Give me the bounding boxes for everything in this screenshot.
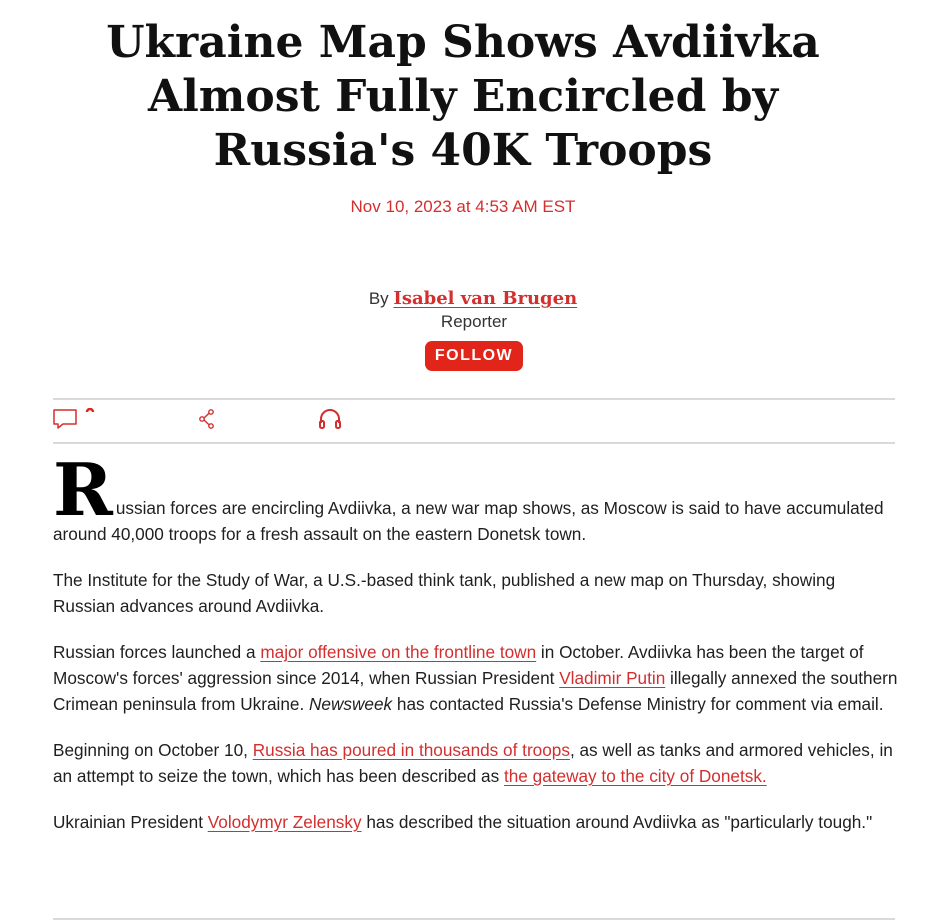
share-icon [198, 408, 216, 435]
paragraph-5 [53, 809, 898, 835]
link-vladimir-putin[interactable]: Vladimir Putin [559, 668, 666, 688]
drop-cap: R [53, 447, 113, 532]
headphones-icon [318, 408, 342, 435]
article-toolbar [53, 398, 895, 444]
link-volodymyr-zelensky[interactable]: Volodymyr Zelensky [207, 812, 362, 832]
paragraph-1-text: ussian forces are encircling Avdiivka, a new war map shows, as Moscow is said to have accumulated around 40,000 troops for a fresh assault on the eastern Donetsk town. [53, 498, 884, 544]
article-body [53, 447, 898, 855]
article-headline: Ukraine Map Shows Avdiivka Almost Fully Encircled by Russia's 40K Troops [106, 17, 820, 176]
share-button[interactable] [198, 410, 216, 432]
paragraph-2: The Institute for the Study of War, a U.S.-based think tank, published a new map on Thursday, showing Russian advances around Avdiivka. [53, 570, 836, 616]
author-link[interactable]: Isabel van Brugen [393, 288, 578, 309]
comment-icon [53, 408, 101, 435]
listen-button[interactable] [318, 410, 342, 432]
text-span: in October. Avdiivka has been the target of Moscow's forces' aggression since 2014, when Russian President [53, 642, 864, 688]
text-span: has described the situation around Avdiivka as "particularly tough." [361, 812, 873, 832]
text-span: Russian forces launched a [53, 642, 261, 662]
link-major-offensive[interactable]: major offensive on the frontline town [260, 642, 537, 662]
paragraph-4 [53, 737, 898, 789]
text-span: has contacted Russia's Defense Ministry for comment via email. [392, 694, 884, 714]
publication-name: Newsweek [309, 694, 393, 714]
text-span: illegally annexed the southern Crimean peninsula from Ukraine. [53, 668, 898, 714]
byline [0, 288, 926, 309]
link-russia-troops[interactable]: Russia has poured in thousands of troops [252, 740, 570, 760]
text-span: , as well as tanks and armored vehicles, in an attempt to seize the town, which has been described as [53, 740, 893, 786]
link-gateway-donetsk[interactable]: the gateway to the city of Donetsk. [503, 766, 767, 786]
follow-button[interactable]: FOLLOW [425, 341, 523, 371]
paragraph-1 [53, 447, 898, 547]
byline-prefix: By [368, 289, 389, 308]
comments-button[interactable] [53, 410, 101, 432]
text-span: Beginning on October 10, [53, 740, 253, 760]
publish-date: Nov 10, 2023 at 4:53 AM EST [350, 197, 576, 216]
divider [53, 918, 895, 920]
paragraph-3 [53, 639, 898, 717]
text-span: Ukrainian President [53, 812, 208, 832]
author-role: Reporter [440, 312, 508, 331]
